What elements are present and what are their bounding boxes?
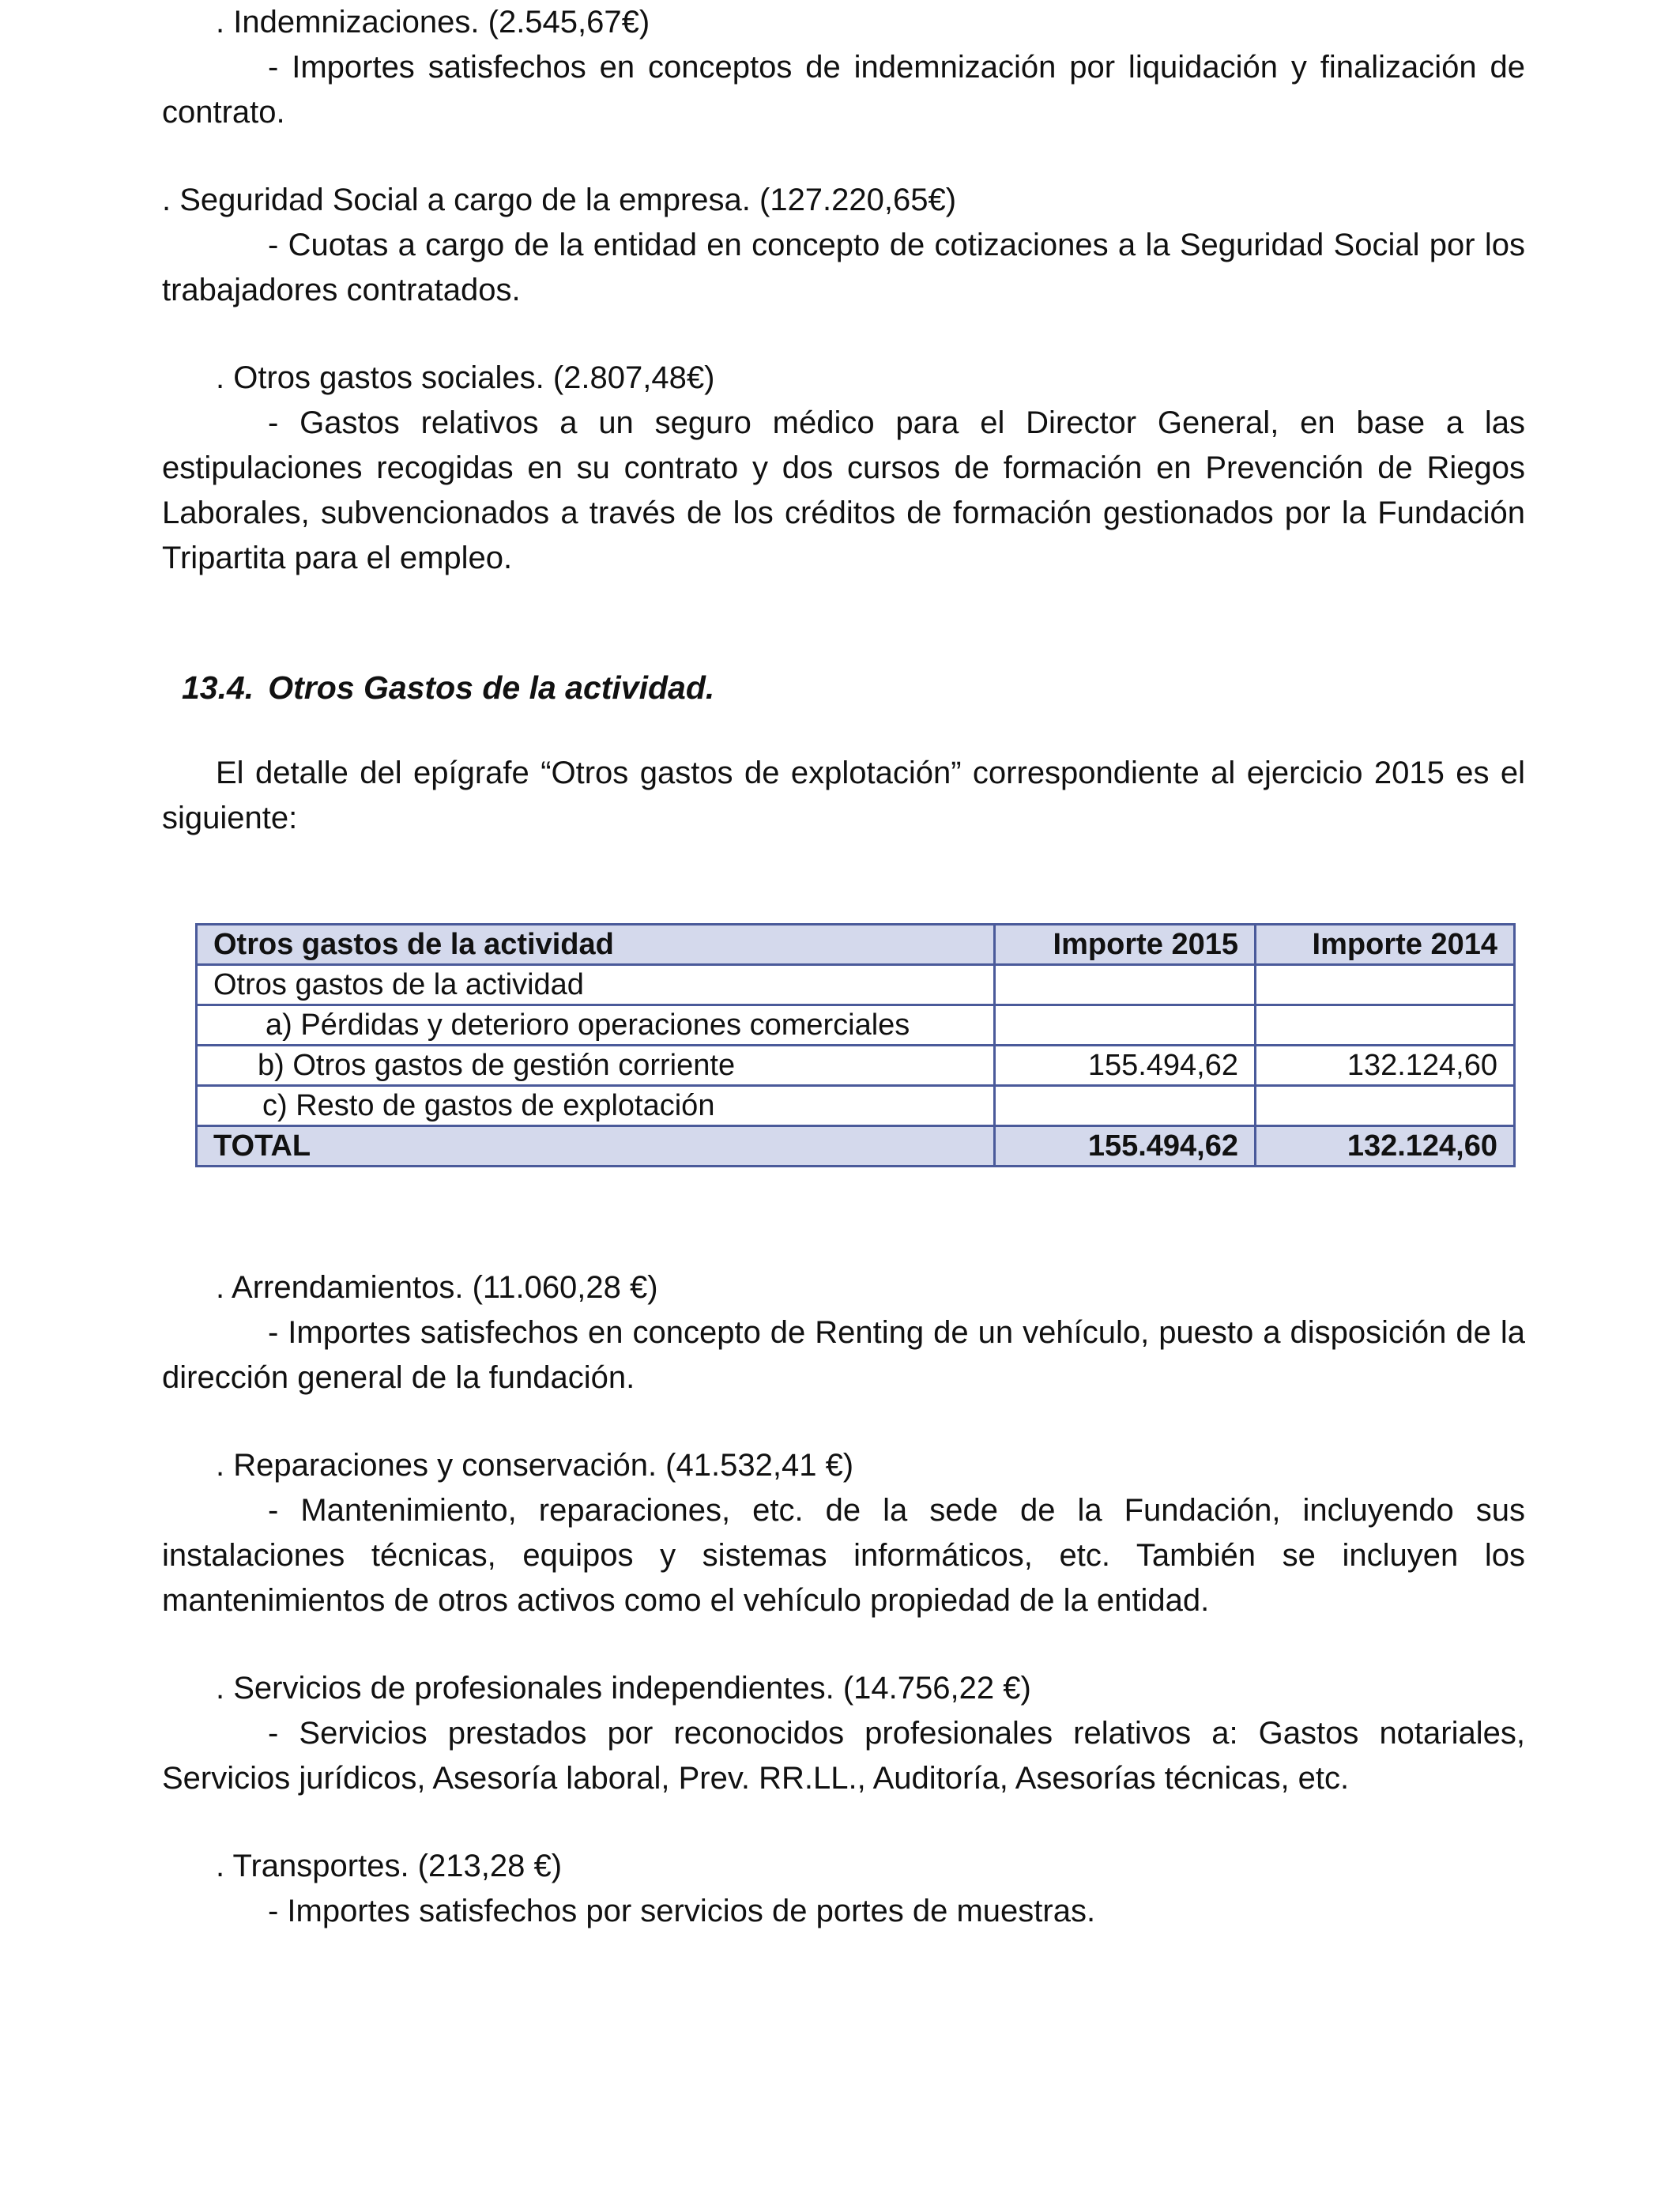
section-description: - Importes satisfechos por servicios de portes de muestras. xyxy=(268,1894,1096,1928)
section-title: . Reparaciones y conservación. (41.532,41 €) xyxy=(216,1448,854,1483)
section-reparaciones xyxy=(162,1443,1525,1623)
table-total-cell: 132.124,60 xyxy=(1256,1126,1515,1167)
section-otros-gastos-sociales xyxy=(162,356,1525,581)
table-header-row xyxy=(197,925,1515,965)
table-cell xyxy=(1256,965,1515,1005)
section-heading xyxy=(182,664,714,711)
table-cell xyxy=(995,1086,1256,1126)
table-cell: a) Pérdidas y deterioro operaciones comerciales xyxy=(197,1005,995,1046)
table-cell xyxy=(995,1005,1256,1046)
section-indemnizaciones xyxy=(162,0,1525,135)
section-title: . Servicios de profesionales independientes. (14.756,22 €) xyxy=(216,1671,1031,1706)
intro-text: El detalle del epígrafe “Otros gastos de explotación” correspondiente al ejercicio 2015 es el siguiente: xyxy=(162,756,1525,835)
section-title: . Arrendamientos. (11.060,28 €) xyxy=(216,1270,658,1305)
table-header-cell: Importe 2014 xyxy=(1256,925,1515,965)
table-cell xyxy=(1256,1005,1515,1046)
table-header-cell: Otros gastos de la actividad xyxy=(197,925,995,965)
section-description: - Servicios prestados por reconocidos profesionales relativos a: Gastos notariales, Servicios jurídicos, Asesoría laboral, Prev. RR.LL., Auditoría, Asesorías técnicas, etc. xyxy=(162,1716,1525,1796)
heading-title: Otros Gastos de la actividad. xyxy=(268,669,715,706)
table-cell xyxy=(995,965,1256,1005)
section-description: - Importes satisfechos en conceptos de indemnización por liquidación y finalización de contrato. xyxy=(162,50,1525,130)
table-row xyxy=(197,965,1515,1005)
table-total-row xyxy=(197,1126,1515,1167)
table-cell xyxy=(1256,1086,1515,1126)
table-total-cell: 155.494,62 xyxy=(995,1126,1256,1167)
table-cell: b) Otros gastos de gestión corriente xyxy=(197,1046,995,1086)
section-servicios-profesionales xyxy=(162,1666,1525,1801)
section-title: . Transportes. (213,28 €) xyxy=(216,1849,563,1883)
table-row xyxy=(197,1005,1515,1046)
section-description: - Mantenimiento, reparaciones, etc. de la sede de la Fundación, incluyendo sus instalaciones técnicas, equipos y sistemas informáticos, etc. También se incluyen los mantenimientos de otros activos como el vehículo propiedad de la entidad. xyxy=(162,1493,1525,1618)
table-cell: 132.124,60 xyxy=(1256,1046,1515,1086)
section-description: - Importes satisfechos en concepto de Renting de un vehículo, puesto a disposición de la dirección general de la fundación. xyxy=(162,1315,1525,1395)
table-cell: Otros gastos de la actividad xyxy=(197,965,995,1005)
section-title: . Otros gastos sociales. (2.807,48€) xyxy=(216,360,715,395)
section-title: . Seguridad Social a cargo de la empresa. (127.220,65€) xyxy=(162,183,957,217)
section-arrendamientos xyxy=(162,1265,1525,1400)
intro-paragraph xyxy=(162,751,1525,841)
section-description: - Cuotas a cargo de la entidad en concepto de cotizaciones a la Seguridad Social por los trabajadores contratados. xyxy=(162,228,1525,307)
table-cell: 155.494,62 xyxy=(995,1046,1256,1086)
table-row xyxy=(197,1046,1515,1086)
table-row xyxy=(197,1086,1515,1126)
section-transportes xyxy=(162,1844,1525,1934)
table-cell: c) Resto de gastos de explotación xyxy=(197,1086,995,1126)
section-seguridad-social xyxy=(162,178,1525,313)
section-description: - Gastos relativos a un seguro médico para el Director General, en base a las estipulaciones recogidas en su contrato y dos cursos de formación en Prevención de Riegos Laborales, subvencionados a través de los créditos de formación gestionados por la Fundación Tripartita para el empleo. xyxy=(162,405,1525,575)
section-title: . Indemnizaciones. (2.545,67€) xyxy=(216,5,650,40)
heading-number: 13.4. xyxy=(182,669,254,706)
table-total-cell: TOTAL xyxy=(197,1126,995,1167)
table-header-cell: Importe 2015 xyxy=(995,925,1256,965)
expenses-table xyxy=(195,923,1516,1167)
